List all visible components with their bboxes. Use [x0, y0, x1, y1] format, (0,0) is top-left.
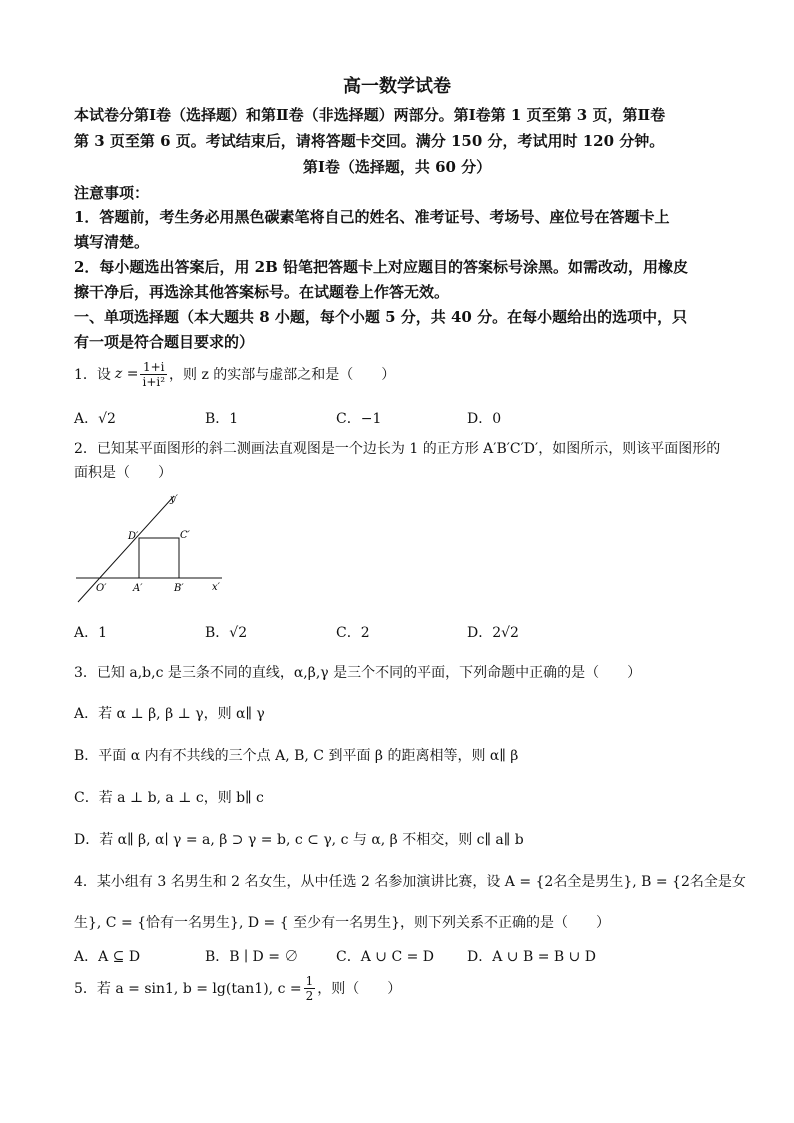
question-2-line-2: 面积是（ ） [74, 465, 172, 481]
q1-fraction-numerator: 1+i [140, 360, 167, 375]
intro-line-1: 本试卷分第Ⅰ卷（选择题）和第Ⅱ卷（非选择题）两部分。第Ⅰ卷第 1 页至第 3 页，第Ⅱ卷 [74, 106, 666, 124]
q4-option-b: B．B ∣ D = ∅ [205, 949, 299, 965]
q1-option-a: A．√2 [74, 411, 116, 427]
x-axis-label: x′ [212, 582, 220, 593]
q3-option-a: A．若 α ⊥ β, β ⊥ γ，则 α∥ γ [74, 706, 265, 722]
q1-z-eq: z = [114, 366, 139, 382]
q3-option-c: C．若 a ⊥ b, a ⊥ c，则 b∥ c [74, 790, 264, 806]
note-1-line-2: 填写清楚。 [74, 233, 150, 251]
question-3-stem: 3．已知 a,b,c 是三条不同的直线，α,β,γ 是三个不同的平面，下列命题中正确的是（ ） [74, 665, 642, 681]
q2-option-a: A．1 [74, 625, 108, 641]
q1-option-c: C．−1 [336, 411, 382, 427]
q1-prefix: 1．设 [74, 367, 111, 383]
q1-fraction [140, 360, 167, 389]
notes-heading: 注意事项： [74, 184, 150, 202]
q1-option-b: B．1 [205, 411, 239, 427]
q3-option-d: D．若 α∥ β, α∣ γ = a, β ⊃ γ = b, c ⊂ γ, c 与 α, β 不相交，则 c∥ a∥ b [74, 832, 524, 848]
point-c-label: C′ [180, 530, 190, 541]
section-1-line-1: 一、单项选择题（本大题共 8 小题，每个小题 5 分，共 40 分。在每小题给出的选项中，只 [74, 308, 688, 326]
q2-option-b: B．√2 [205, 625, 248, 641]
intro-line-2: 第 3 页至第 6 页。考试结束后，请将答题卡交回。满分 150 分，考试用时 120 分钟。 [74, 132, 665, 150]
point-d-label: D′ [128, 531, 139, 542]
point-a-label: A′ [133, 583, 143, 594]
q5-fraction [304, 974, 316, 1003]
page-title: 高一数学试卷 [343, 76, 451, 97]
y-axis-label: y′ [170, 494, 178, 505]
question-1-stem [74, 356, 395, 392]
section-1-line-2: 有一项是符合题目要求的） [74, 333, 255, 351]
question-4-line-2: 生}, C = {恰有一名男生}, D = { 至少有一名男生}，则下列关系不正确的是（ ） [74, 915, 610, 931]
q5-fraction-numerator: 1 [305, 973, 314, 988]
q4-option-d: D．A ∪ B = B ∪ D [467, 949, 597, 965]
oblique-projection-figure [70, 490, 230, 608]
q5-prefix: 5．若 a = sin1, b = lg(tan1), c = [74, 981, 302, 997]
square-a-b-c-d [139, 538, 179, 578]
q2-option-c: C．2 [336, 625, 370, 641]
point-o-label: O′ [96, 583, 107, 594]
note-2-line-1: 2．每小题选出答案后，用 2B 铅笔把答题卡上对应题目的答案标号涂黑。如需改动，用橡皮 [74, 258, 689, 276]
q1-option-d: D．0 [467, 411, 502, 427]
q5-suffix: ，则（ ） [317, 981, 402, 997]
question-2-line-1: 2．已知某平面图形的斜二测画法直观图是一个边长为 1 的正方形 A′B′C′D′，如图所示，则该平面图形的 [74, 441, 721, 457]
point-b-label: B′ [174, 583, 184, 594]
note-1-line-1: 1．答题前，考生务必用黑色碳素笔将自己的姓名、准考证号、考场号、座位号在答题卡上 [74, 208, 670, 226]
q3-option-b: B．平面 α 内有不共线的三个点 A, B, C 到平面 β 的距离相等，则 α∥ β [74, 748, 519, 764]
q4-option-a: A．A ⊆ D [74, 949, 141, 965]
question-4-line-1: 4．某小组有 3 名男生和 2 名女生，从中任选 2 名参加演讲比赛，设 A = {2名全是男生}, B = {2名全是女 [74, 874, 746, 890]
q2-option-d: D．2√2 [467, 625, 519, 641]
note-2-line-2: 擦干净后，再选涂其他答案标号。在试题卷上作答无效。 [74, 283, 450, 301]
y-axis [78, 496, 174, 602]
q1-fraction-denominator: i+i² [142, 374, 166, 389]
part-heading: 第Ⅰ卷（选择题，共 60 分） [302, 158, 492, 176]
question-5-stem [74, 970, 401, 1006]
q4-option-c: C．A ∪ C = D [336, 949, 435, 965]
q1-suffix: ，则 z 的实部与虚部之和是（ ） [169, 367, 396, 383]
q5-fraction-denominator: 2 [305, 988, 314, 1003]
